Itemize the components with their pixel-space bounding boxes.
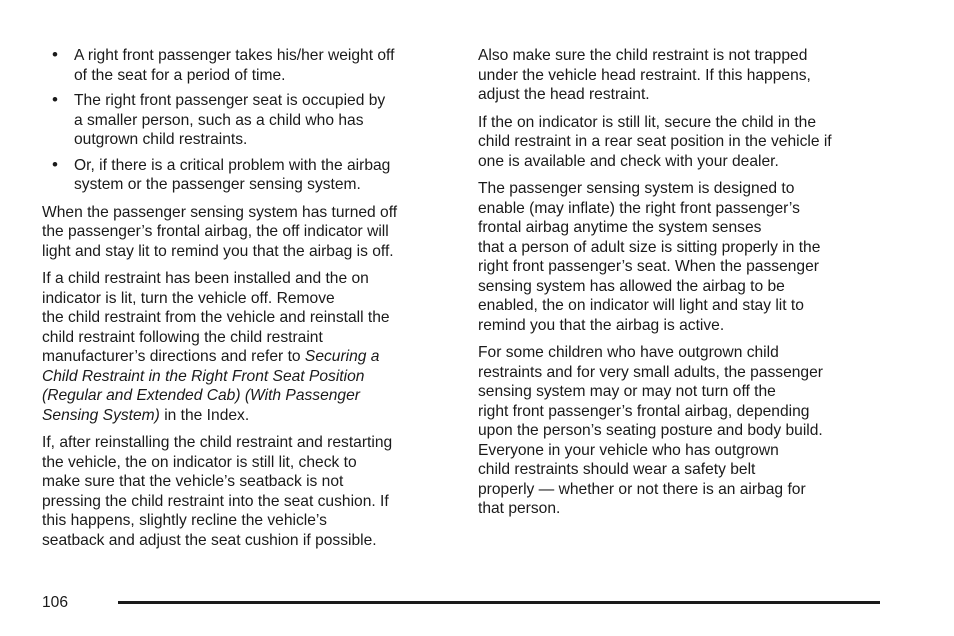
off-indicator-paragraph: When the passenger sensing system has turned off the passenger’s frontal airbag, the off indicator will light and stay lit to remind you that the airbag is off. [42, 203, 398, 260]
footer-divider [118, 601, 880, 604]
list-item: • A right front passenger takes his/her weight off of the seat for a period of time. [42, 46, 450, 85]
cross-reference: (Regular and Extended Cab) (With Passenger [42, 387, 360, 404]
list-item: • The right front passenger seat is occupied by a smaller person, such as a child who has outgrown child restraints. [42, 91, 450, 150]
right-column [478, 46, 880, 527]
left-column [42, 46, 450, 558]
reinstall-paragraph: If a child restraint has been installed and the on indicator is lit, turn the vehicle off. Remove the child restraint from the vehicle and reinstall the child restraint following the child restraint manufacturer’s directions and refer to Securing a Child Restraint in the Right Front Seat Position (Regular and Extended Cab) (With Passenger Sensing System) in the Index. [42, 270, 390, 424]
head-restraint-paragraph: Also make sure the child restraint is not trapped under the vehicle head restraint. If this happens, adjust the head restraint. [478, 47, 811, 103]
outgrown-children-paragraph: For some children who have outgrown child restraints and for very small adults, the passenger sensing system may or may not turn off the right front passenger’s frontal airbag, depending upon the person’s seating posture and body build. Everyone in your vehicle who has outgrown child restraints should wear a safety belt properly — whether or not there is an airbag for that person. [478, 344, 823, 517]
cross-reference: Securing a [304, 348, 380, 365]
rear-seat-paragraph: If the on indicator is still lit, secure the child in the child restraint in a rear seat position in the vehicle if one is available and check with your dealer. [478, 113, 832, 170]
sensing-system-paragraph: The passenger sensing system is designed to enable (may inflate) the right front passenger’s frontal airbag anytime the system senses that a person of adult size is sitting properly in the right front passenger’s seat. When the passenger sensing system has allowed the airbag to be enabled, the on indicator will light and stay lit to remind you that the airbag is active. [478, 180, 821, 334]
cross-reference: Sensing System) [42, 406, 160, 424]
restart-check-paragraph: If, after reinstalling the child restraint and restarting the vehicle, the on indicator is still lit, check to make sure that the vehicle’s seatback is not pressing the child restraint into the seat cushion. If this happens, slightly recline the vehicle’s seatback and adjust the seat cushion if possible. [42, 434, 393, 549]
airbag-off-conditions-list [42, 46, 450, 195]
page-number: 106 [42, 594, 69, 611]
list-item: • Or, if there is a critical problem with the airbag system or the passenger sensing system. [42, 156, 450, 195]
cross-reference: Child Restraint in the Right Front Seat Position [42, 367, 365, 385]
